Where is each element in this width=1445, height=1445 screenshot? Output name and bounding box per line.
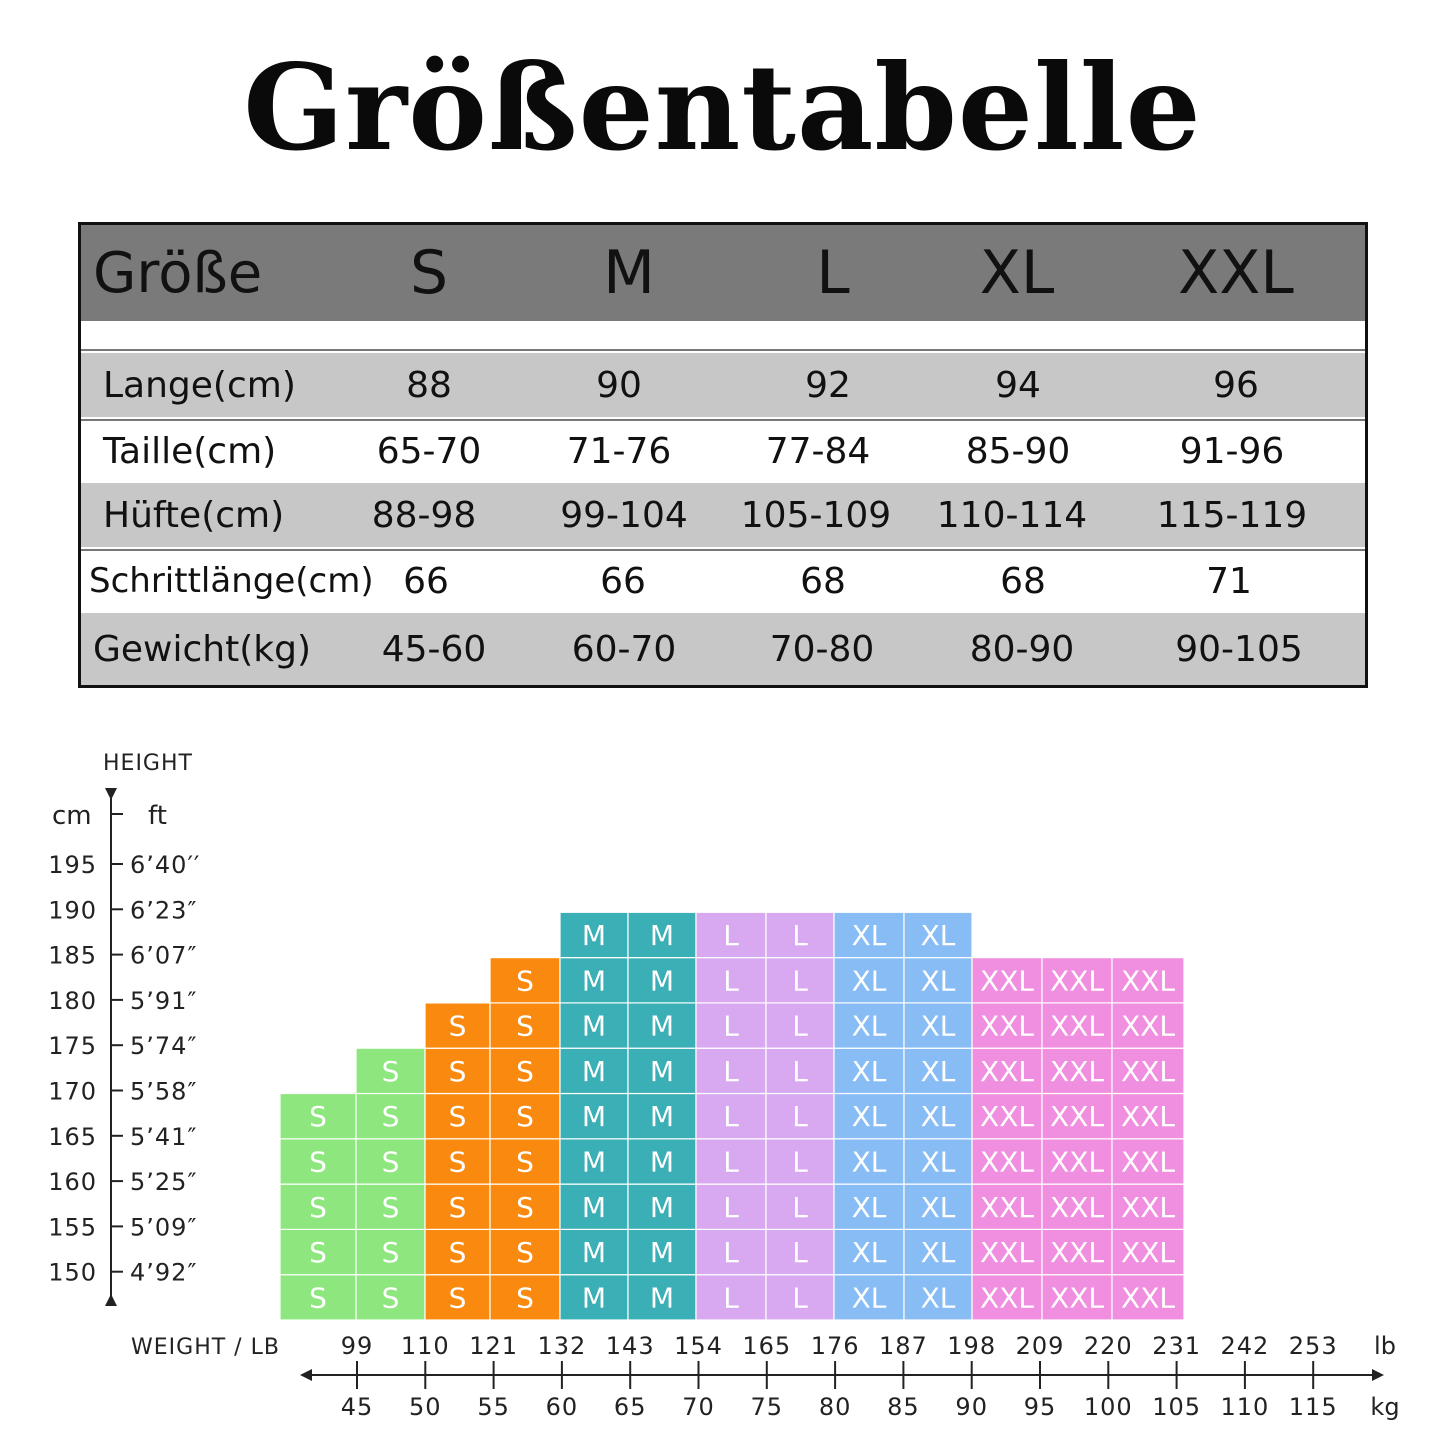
size-cell-label: XXL	[980, 1100, 1034, 1134]
size-cell-label: XXL	[1050, 1190, 1104, 1224]
size-cell-label: L	[792, 964, 808, 998]
size-cell-label: S	[448, 1054, 467, 1088]
height-ft-tick-label: 5’58″	[130, 1077, 198, 1106]
size-cell-label: S	[516, 1281, 534, 1315]
size-cell-label: M	[581, 1236, 607, 1270]
size-cell-label: XXL	[980, 1009, 1034, 1043]
size-cell-label: S	[448, 1281, 467, 1315]
row-value: 91-96	[1179, 430, 1285, 472]
size-cell-label: S	[516, 1236, 534, 1270]
weight-kg-tick-label: 65	[613, 1393, 647, 1421]
size-cell-label: S	[516, 1190, 534, 1224]
height-cm-tick-label: 175	[48, 1032, 97, 1061]
table-row	[81, 613, 1365, 685]
weight-lb-tick-label: 220	[1083, 1332, 1133, 1360]
row-value: 105-109	[740, 494, 892, 536]
size-cell-label: S	[448, 1100, 467, 1134]
size-cell-label: M	[649, 1054, 675, 1088]
height-cm-tick-label: 155	[48, 1213, 97, 1242]
size-cell-label: M	[649, 964, 675, 998]
size-cell-label: XXL	[1121, 1145, 1175, 1179]
size-cell-label: L	[792, 1145, 808, 1179]
header-size-xxl: XXL	[1178, 238, 1294, 308]
row-value: 96	[1213, 364, 1259, 406]
size-cell-label: XXL	[1121, 1190, 1175, 1224]
size-cell-label: S	[309, 1145, 327, 1179]
size-cell-label: S	[381, 1190, 400, 1224]
weight-lb-tick-label: 132	[537, 1332, 587, 1360]
height-axis-arrow-bottom	[105, 1294, 117, 1306]
size-cell-label: XXL	[1121, 1054, 1175, 1088]
table-row	[81, 353, 1365, 417]
size-cell-label: L	[792, 1236, 808, 1270]
size-cell-label: XXL	[1050, 1145, 1104, 1179]
size-cell-label: S	[381, 1054, 400, 1088]
height-cm-tick-label: 195	[48, 851, 97, 879]
size-cell-label: M	[581, 1281, 607, 1315]
height-ft-tick-label: 6’23″	[130, 896, 198, 925]
size-cell-label: XXL	[980, 1145, 1034, 1179]
size-cell-label: M	[649, 918, 675, 952]
size-cell-label: L	[723, 1054, 739, 1088]
height-cm-unit: cm	[52, 801, 92, 831]
weight-kg-tick-label: 115	[1288, 1393, 1338, 1421]
size-cell-label: XXL	[980, 1236, 1034, 1270]
size-cell-label: XXL	[1050, 1281, 1104, 1315]
header-size-m: M	[603, 238, 655, 308]
height-cm-tick-label: 160	[48, 1168, 97, 1197]
row-value: 60-70	[571, 628, 677, 670]
row-label: Schrittlänge(cm)	[89, 561, 374, 601]
size-cell-label: XXL	[980, 964, 1034, 998]
size-cell-label: XXL	[1050, 964, 1104, 998]
size-cell-label: XL	[851, 1190, 887, 1224]
size-cell-label: L	[792, 1100, 808, 1134]
row-label: Taille(cm)	[103, 430, 277, 472]
size-cell-label: S	[309, 1100, 327, 1134]
header-size-s: S	[409, 238, 449, 308]
weight-lb-tick-label: 176	[810, 1332, 860, 1360]
table-row	[81, 419, 1365, 481]
size-cell-label: S	[448, 1190, 467, 1224]
size-cell-label: XL	[851, 1145, 887, 1179]
size-cell-label: M	[649, 1100, 675, 1134]
size-cell-label: S	[309, 1281, 327, 1315]
size-cell-label: L	[792, 1190, 808, 1224]
height-cm-tick-label: 150	[48, 1258, 97, 1287]
weight-lb-tick-label: 143	[605, 1332, 655, 1360]
weight-kg-tick-label: 45	[340, 1393, 374, 1421]
weight-kg-tick-label: 80	[818, 1393, 852, 1421]
size-cell-label: S	[381, 1100, 400, 1134]
table-row	[81, 549, 1365, 611]
weight-lb-tick-label: 198	[947, 1332, 997, 1360]
weight-kg-tick-label: 105	[1152, 1393, 1202, 1421]
weight-lb-tick-label: 253	[1288, 1332, 1338, 1360]
page-title: Größentabelle	[243, 38, 1202, 177]
weight-kg-tick-label: 85	[887, 1393, 920, 1421]
weight-lb-tick-label: 187	[878, 1332, 928, 1360]
height-ft-tick-label: 4’92″	[130, 1258, 198, 1287]
size-cell-label: L	[723, 1190, 739, 1224]
row-value: 70-80	[769, 628, 875, 670]
height-cm-tick-label: 165	[48, 1122, 97, 1151]
size-cell-label: XL	[920, 964, 956, 998]
height-ft-tick-label: 5’09″	[130, 1213, 198, 1242]
size-grid-chart	[0, 730, 1445, 1445]
weight-kg-tick-label: 50	[409, 1393, 442, 1421]
size-cell-label: S	[516, 964, 534, 998]
size-cell-label: XXL	[1050, 1236, 1104, 1270]
weight-kg-tick-label: 55	[477, 1393, 510, 1421]
size-cell-label: L	[723, 1009, 739, 1043]
weight-lb-tick-label: 154	[674, 1332, 723, 1360]
height-cm-tick-label: 170	[48, 1077, 97, 1106]
weight-axis-arrow-left	[300, 1369, 312, 1381]
header-size-xl: XL	[979, 238, 1055, 308]
height-axis-arrow-top	[105, 788, 117, 800]
height-ft-tick-label: 5’41″	[130, 1122, 198, 1151]
size-cell-label: L	[792, 1281, 808, 1315]
size-cell-label: L	[723, 1236, 739, 1270]
size-cell-label: M	[649, 1145, 675, 1179]
height-cm-tick-label: 185	[48, 941, 97, 970]
size-cell-label: S	[448, 1009, 467, 1043]
height-axis-label: HEIGHT	[103, 751, 193, 776]
height-cm-tick-label: 190	[48, 896, 97, 925]
size-cell-label: XL	[920, 1054, 956, 1088]
size-cell-label: M	[581, 1100, 607, 1134]
height-ft-tick-label: 5’91″	[130, 986, 198, 1015]
header-label: Größe	[93, 240, 263, 306]
size-cell-label: S	[516, 1054, 534, 1088]
size-cell-label: M	[649, 1236, 675, 1270]
row-value: 88-98	[371, 494, 477, 536]
size-cell-label: XXL	[980, 1281, 1034, 1315]
weight-kg-tick-label: 100	[1083, 1393, 1133, 1421]
weight-kg-tick-label: 75	[750, 1393, 784, 1421]
size-cell-label: S	[516, 1009, 534, 1043]
weight-kg-tick-label: 70	[682, 1393, 715, 1421]
size-cell-label: S	[448, 1145, 467, 1179]
row-value: 45-60	[381, 628, 487, 670]
size-cell-label: XXL	[1121, 964, 1175, 998]
size-cell-label: L	[723, 1281, 739, 1315]
size-cell-label: L	[723, 964, 739, 998]
size-cell-label: XL	[920, 918, 956, 952]
weight-lb-tick-label: 209	[1015, 1332, 1065, 1360]
row-value: 92	[805, 364, 851, 406]
weight-axis-label: WEIGHT / LB	[131, 1335, 280, 1360]
weight-lb-tick-label: 121	[469, 1332, 519, 1360]
weight-kg-tick-label: 60	[545, 1393, 579, 1421]
size-cell-label: M	[581, 964, 607, 998]
row-value: 68	[1000, 560, 1046, 602]
weight-lb-tick-label: 231	[1152, 1332, 1202, 1360]
row-value: 110-114	[936, 494, 1088, 536]
size-cell-label: XL	[920, 1236, 956, 1270]
weight-lb-unit: lb	[1374, 1332, 1396, 1360]
weight-kg-tick-label: 95	[1023, 1393, 1057, 1421]
height-ft-tick-label: 5’25″	[130, 1168, 198, 1197]
size-cell-label: XXL	[980, 1190, 1034, 1224]
size-cell-label: S	[448, 1236, 467, 1270]
size-cell-label: XL	[851, 1100, 887, 1134]
size-cell-label: XXL	[1121, 1100, 1175, 1134]
size-cell-label: M	[649, 1281, 675, 1315]
size-cell-label: XL	[851, 1054, 887, 1088]
row-value: 90	[596, 364, 642, 406]
row-value: 88	[406, 364, 452, 406]
table-spacer	[81, 321, 1365, 351]
size-table	[78, 222, 1368, 688]
row-value: 90-105	[1175, 628, 1303, 670]
size-cell-label: S	[381, 1236, 400, 1270]
size-cell-label: S	[381, 1281, 400, 1315]
table-header-row	[81, 225, 1365, 321]
row-value: 65-70	[376, 430, 482, 472]
size-cell-label: S	[309, 1190, 327, 1224]
size-cell-label: S	[516, 1100, 534, 1134]
height-ft-tick-label: 6’07″	[130, 941, 198, 970]
size-cell-label: XL	[920, 1190, 956, 1224]
header-size-l: L	[816, 238, 850, 308]
size-cell-label: M	[581, 918, 607, 952]
row-label: Hüfte(cm)	[103, 494, 285, 536]
row-value: 66	[403, 560, 449, 602]
size-cell-label: XL	[920, 1281, 956, 1315]
row-value: 77-84	[765, 430, 871, 472]
size-cell-label: L	[792, 1009, 808, 1043]
height-ft-tick-label: 6’40′′	[130, 851, 201, 879]
row-label: Gewicht(kg)	[93, 628, 312, 670]
table-row	[81, 483, 1365, 547]
size-cell-label: L	[723, 918, 739, 952]
size-cell-label: L	[723, 1145, 739, 1179]
size-cell-label: XXL	[1050, 1100, 1104, 1134]
size-cell-label: S	[381, 1145, 400, 1179]
size-cell-label: L	[792, 1054, 808, 1088]
size-cell-label: S	[309, 1236, 327, 1270]
size-cell-label: XXL	[1121, 1236, 1175, 1270]
size-cell-label: XXL	[1121, 1009, 1175, 1043]
weight-kg-tick-label: 90	[955, 1393, 988, 1421]
row-value: 94	[995, 364, 1041, 406]
row-value: 85-90	[965, 430, 1071, 472]
size-cell-label: XXL	[1050, 1009, 1104, 1043]
size-cell-label: XL	[851, 1236, 887, 1270]
size-cell-label: XL	[920, 1145, 956, 1179]
size-cell-label: XXL	[980, 1054, 1034, 1088]
size-cell-label: M	[581, 1145, 607, 1179]
weight-lb-tick-label: 165	[742, 1332, 792, 1360]
height-ft-tick-label: 5’74″	[130, 1032, 198, 1061]
weight-kg-unit: kg	[1370, 1393, 1400, 1421]
size-cell-label: L	[792, 918, 808, 952]
size-cell-label: L	[723, 1100, 739, 1134]
size-cell-label: XL	[851, 1281, 887, 1315]
size-cell-label: M	[581, 1054, 607, 1088]
row-value: 71	[1206, 560, 1252, 602]
row-value: 71-76	[566, 430, 672, 472]
height-cm-tick-label: 180	[48, 986, 97, 1015]
size-cell-label: M	[649, 1009, 675, 1043]
size-cell-label: M	[581, 1009, 607, 1043]
chart-svg	[0, 730, 1445, 1445]
size-cell-label: XXL	[1050, 1054, 1104, 1088]
row-value: 80-90	[969, 628, 1075, 670]
row-value: 66	[600, 560, 646, 602]
size-cell-label: XL	[920, 1100, 956, 1134]
weight-lb-tick-label: 99	[340, 1332, 374, 1360]
row-value: 115-119	[1156, 494, 1308, 536]
weight-kg-tick-label: 110	[1220, 1393, 1270, 1421]
size-cell-label: S	[516, 1145, 534, 1179]
size-cell-label: XXL	[1121, 1281, 1175, 1315]
size-cell-label: M	[581, 1190, 607, 1224]
size-cell-label: M	[649, 1190, 675, 1224]
size-cell-label: XL	[851, 1009, 887, 1043]
size-cell-label: XL	[851, 918, 887, 952]
row-value: 68	[800, 560, 846, 602]
size-cell-label: XL	[851, 964, 887, 998]
row-value: 99-104	[560, 494, 688, 536]
height-ft-unit: ft	[148, 801, 167, 831]
weight-axis-arrow-right	[1372, 1369, 1384, 1381]
weight-lb-tick-label: 242	[1220, 1332, 1270, 1360]
weight-lb-tick-label: 110	[400, 1332, 450, 1360]
row-label: Lange(cm)	[103, 364, 296, 406]
size-cell-label: XL	[920, 1009, 956, 1043]
